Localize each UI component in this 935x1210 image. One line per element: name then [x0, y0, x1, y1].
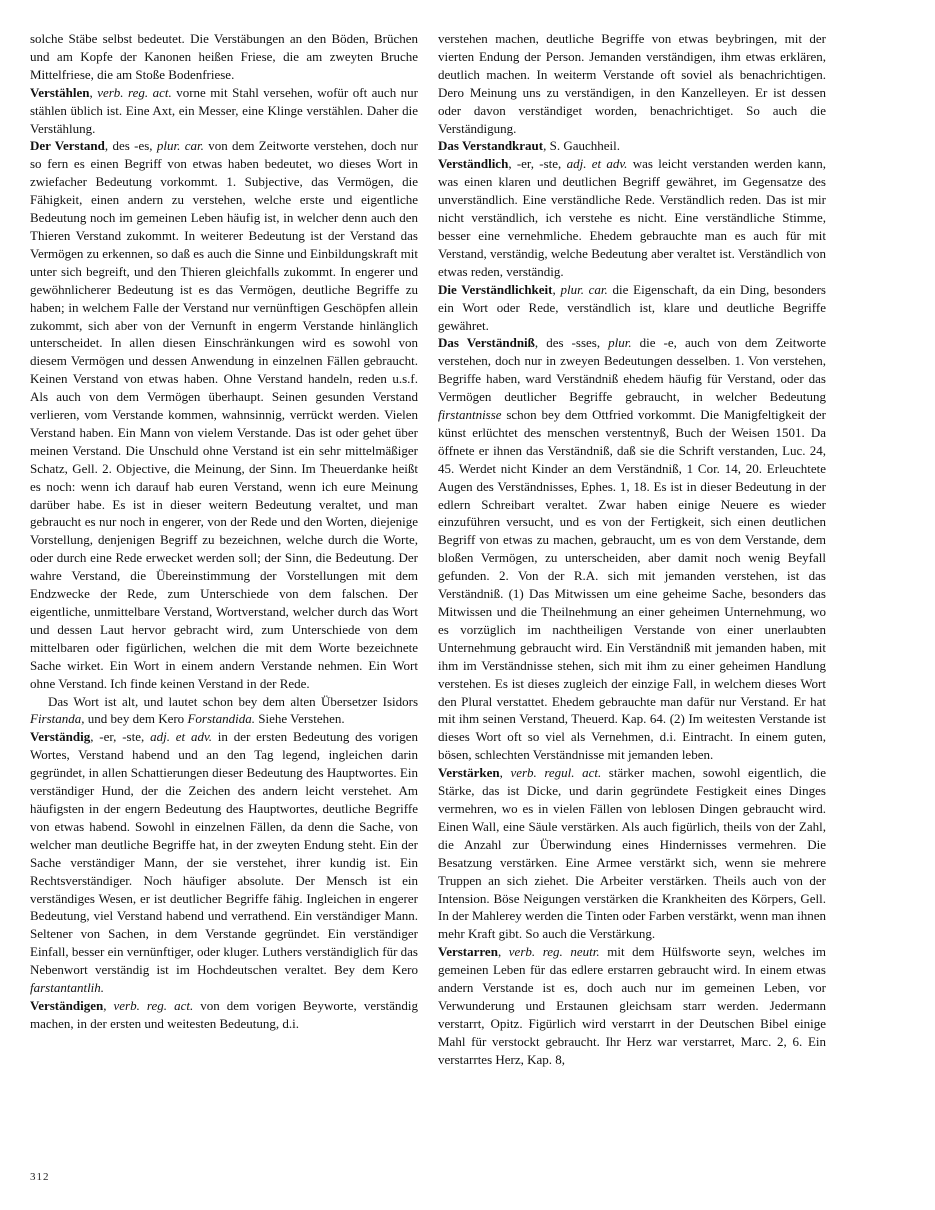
headword: Die Verständlichkeit [438, 281, 553, 297]
grammar-label: plur. car. [560, 281, 608, 297]
entry-der-verstand: Der Verstand, des -es, plur. car. von dem Zeitworte verstehen, doch nur so fern es einen Begriff von etwas haben bedeutet, wo dieses Wort in zwiefacher Bedeutung vorkommt. 1. Subjective, das Vermögen, die Fähigkeit, einen andern zu verstehen, welche erste und eigentliche Bedeutung noch im gemeinen Leben häufig ist, in welcher denn auch den Thieren Verstand zukommt. In weiterer Bedeutung ist der Verstand das Vermögen zu erkennen, so daß es auch die Sinne und Einbildungskraft mit unter sich begreift, und den Thieren gleichfalls zukommt. In engerer und gewöhnlicherer Bedeutung ist es das Vermögen, deutliche Begriffe zu haben; in welchem Falle der Verstand nur vernünftigen Geschöpfen allein zukommt, sich aber von der Vernunft in engerm Verstande hinlänglich unterscheidet. In allen diesen Einschränkungen wird es sowohl von diesem Vermögen und dessen Anwendung in einzelnen Fällen gebraucht. Keinen Verstand von etwas haben. Ohne Verstand handeln, reden u.s.f. Als auch von dem Vermögen überhaupt. Seinen gesunden Verstand verlieren, vom Verstande kommen, wahnsinnig, verrückt werden. Vielen Verstand haben. Ein Mann von vielem Verstande. Das ist oder gehet über meinen Verstand. Die Unschuld ohne Verstand ist ein sehr mittelmäßiger Schatz, Gell. 2. Objective, die Meinung, der Sinn. Im Theuerdanke heißt es noch: wenn ich darauf hab euren Verstand, wenn ich eure Meinung darüber habe. Es ist in dieser weitern Bedeutung veraltet, und man gebraucht es nur noch in engerer, von der Rede und den Worten, diejenige Vorstellung, denjenigen Begriff zu bezeichnen, welche durch die Worte, oder durch eine Rede erwecket werden soll; der Sinn, die Bedeutung. Der wahre Verstand, die Übereinstimmung der Vorstellungen mit dem Endzwecke der Rede, zum Unterschiede von dem falschen. Der eigentliche, unmittelbare Verstand, Wortverstand, welcher durch das Wort und dessen Laut hervor gebracht wird, zum Unterschiede von dem mittelbaren oder figürlichen, welchen die mit dem Worte bezeichnete Sache wirket. Ein Wort in einem andern Verstande nehmen. Ein Wort ohne Verstand. Ich finde keinen Verstand in der Rede. [30, 138, 418, 691]
entry-verstandkraut: Das Verstandkraut, S. Gauchheil. [438, 138, 621, 154]
grammar-label: plur. [608, 335, 632, 351]
headword: Verständigen [30, 997, 104, 1013]
page-number: 312 [30, 1171, 50, 1183]
headword: Das Verständniß [438, 335, 535, 351]
headword: Der Verstand [30, 138, 105, 154]
entry-verstaendig: Verständig, -er, -ste, adj. et adv. in der ersten Bedeutung des vorigen Wortes, Verstand habend und an den Tag legend, ingleichen darin gegründet, in allen Schattierungen dieser Bedeutung des Hauptwortes. Ein verständiger Hund, der die Zeichen des andern leicht verstehet. Am häufigsten in der engern Bedeutung des Hauptwortes, deutliche Begriffe von etwas habend. Sowohl in einzelnen Fällen, da denn die Sache, von welcher man deutliche Begriffe hat, in der zweyten Endung steht. Ein der Sache verständiger Mann, der sie verstehet, ihrer kundig ist. Ein Rechtsverständiger. Noch häufiger absolute. Der Mensch ist ein verständiges Wesen, er ist deutlicher Begriffe fähig. Ingleichen in engerer Bedeutung, viel Verstand habend und verrathend. Ein verständiger Mann. Seltener von Sachen, in dem Verstande gegründet. Ein verständiger Einfall, besser ein vernünftiger, oder kluger. Luthers verständiglich für das Nebenwort verständig ist im Hochdeutschen veraltet. Bey dem Kero farstantantlih. [30, 729, 418, 996]
grammar-label: adj. et adv. [150, 729, 212, 745]
entry-continuation: verstehen machen, deutliche Begriffe von etwas beybringen, mit der vierten Endung der Person. Jemanden verständigen, ihm etwas erklären, deutlich machen. In weiterm Verstande oft soviel als benachrichtigen. Dero Meinung uns zu verständigen, in den Kanzelleyen. Er ist dessen oder davon verständiget worden, benachrichtiget. So auch die Verständigung. [438, 31, 826, 136]
headword: Verstählen [30, 84, 90, 100]
grammar-label: verb. reg. act. [113, 997, 194, 1013]
headword: Verständig [30, 729, 91, 745]
grammar-label: plur. car. [156, 138, 204, 154]
entry-verstaendniss: Das Verständniß, des -sses, plur. die -e, auch von dem Zeitworte verstehen, doch nur in zweyen Bedeutungen desselben. 1. Von verstehen, Begriffe haben, ward Verständniß ehedem häufig für Verstand, oder das Vermögen deutlicher Begriffe gebraucht, in welcher Bedeutung firstantnisse schon bey dem Ottfried vorkommt. Die Manigfeltigkeit der künst erlüchtet des menschen verstentnyß, Buch der Weisen 1501. Da öffnete er ihnen das Verständniß, daß sie die Schrift verstanden, Luc. 24, 45. Werdet nicht Kinder an dem Verständniß, 1 Cor. 14, 20. Erleuchtete Augen des Verständnisses, Ephes. 1, 18. Es ist in dieser Bedeutung in der edlern Schreibart veraltet. Zwar haben einige Neuere es wieder einzuführen versucht, und es von der Fertigkeit, sich einen deutlichen Begriff von etwas zu machen, gebraucht, um es von dem Verstande, dem bloßen Vermögen, zu unterscheiden, aber damit noch wenig Beyfall gefunden. 2. Von der R.A. sich mit jemanden verstehen, ist das Verständniß. (1) Das Mitwissen um eine geheime Sache, besonders das Mitwissen und die Theilnehmung an einer geheimen Unternehmung, wo es vorzüglich im nachtheiligen Verstande von einer unerlaubten Unternehmung gebraucht wird. Ein Verständniß mit jemanden haben, mit ihm im Verständnisse stehen, sich mit ihm zu einer geheimen Handlung verstehen. Es ist dieses zugleich der einzige Fall, in welchem dieses Wort den Plural verstattet. Ehedem gebrauchte man dafür nur Verstand. Er hat mit ihm seinen Verstand, Theuerd. Kap. 64. (2) Im weitesten Verstande ist dieses Wort oft so viel als Vernehmen, d.i. Eintracht. In einem guten, bösen, schlechten Verständnisse mit jemanden leben. [438, 335, 827, 763]
entry-verstaendlichkeit: Die Verständlichkeit, plur. car. die Eigenschaft, da ein Ding, besonders ein Wort oder Rede, verständlich ist, klare und deutliche Begriffe gewähret. [438, 281, 826, 333]
grammar-label: adj. et adv. [566, 156, 628, 172]
grammar-label: verb. regul. act. [510, 765, 602, 781]
entry-continuation: solche Stäbe selbst bedeutet. Die Verstäbungen an den Böden, Brüchen und am Kopfe der Kanonen heißen Friese, die am zweyten Bruche Mittelfriese, die am Stoße Bodenfriese. [30, 31, 418, 82]
grammar-label: verb. reg. act. [97, 84, 172, 100]
headword: Das Verstandkraut [438, 138, 544, 154]
entry-etymology-paragraph: Das Wort ist alt, und lautet schon bey dem alten Übersetzer Isidors Firstanda, und bey dem Kero Forstandida. Siehe Verstehen. [30, 693, 418, 727]
grammar-label: verb. reg. neutr. [508, 944, 600, 960]
entry-verstaerken: Verstärken, verb. regul. act. stärker machen, sowohl eigentlich, die Stärke, das ist Dicke, und darin gegründete Festigkeit eines Dinges vermehren, wo es in vielen Fällen von leblosen Dingen gebraucht wird. Einen Wall, eine Säule verstärken. Als auch figürlich, theils von der Zahl, die Anzahl zur Überwindung eines Hindernisses vermehren. Die Besatzung verstärken. Eine Armee verstärkt sich, wenn sie mehrere Truppen an sich ziehet. Die Arbeiter verstärken. Theils auch von der Intension. Böse Neigungen verstärken die Krankheiten des Körpers, Gell. In der Mahlerey werden die Tinten oder Farben verstärkt, wenn man ihnen mehr Kraft gibt. So auch die Verstärkung. [438, 765, 826, 942]
left-column [30, 30, 418, 1033]
entry-verstaendigen: Verständigen, verb. reg. act. von dem vorigen Beyworte, verständig machen, in der ersten und weitesten Bedeutung, d.i. [30, 997, 419, 1031]
entry-verstaehlen: Verstählen, verb. reg. act. vorne mit Stahl versehen, wofür oft auch nur stählen üblich ist. Eine Axt, ein Messer, eine Klinge verstählen. Daher die Verstählung. [30, 84, 419, 136]
entry-verstarren: Verstarren, verb. reg. neutr. mit dem Hülfsworte seyn, welches im gemeinen Leben für das edlere erstarren gebraucht wird. In einem etwas andern Verstande ist es, doch auch nur im gemeinen Leben, vor Verwunderung und Erstaunen gleichsam starr werden. Jedermann verstarrt, Opitz. Figürlich wird verstarrt in der Deutschen Bibel einige Mahl für verstockt gebraucht. Ihr Herz war verstarret, Marc. 2, 6. Ein verstarrtes Herz, Kap. 8, [438, 944, 826, 1067]
headword: Verstarren [438, 944, 498, 960]
right-column [438, 30, 826, 1069]
headword: Verständlich [438, 156, 509, 172]
headword: Verstärken [438, 765, 500, 781]
entry-verstaendlich: Verständlich, -er, -ste, adj. et adv. was leicht verstanden werden kann, was einen klaren und deutlichen Begriff gewähret, im Gegensatze des unverständlich. Eine verständliche Rede. Verständlich reden. Das ist mir nicht verständlich, ich verstehe es nicht. Eine verständliche Stimme, besser eine vernehmliche. Ehedem gebrauchte man es auch für mit Verstand, verständig, welche Bedeutung aber veraltet ist. Verständlich von etwas reden, verständig. [438, 156, 826, 279]
